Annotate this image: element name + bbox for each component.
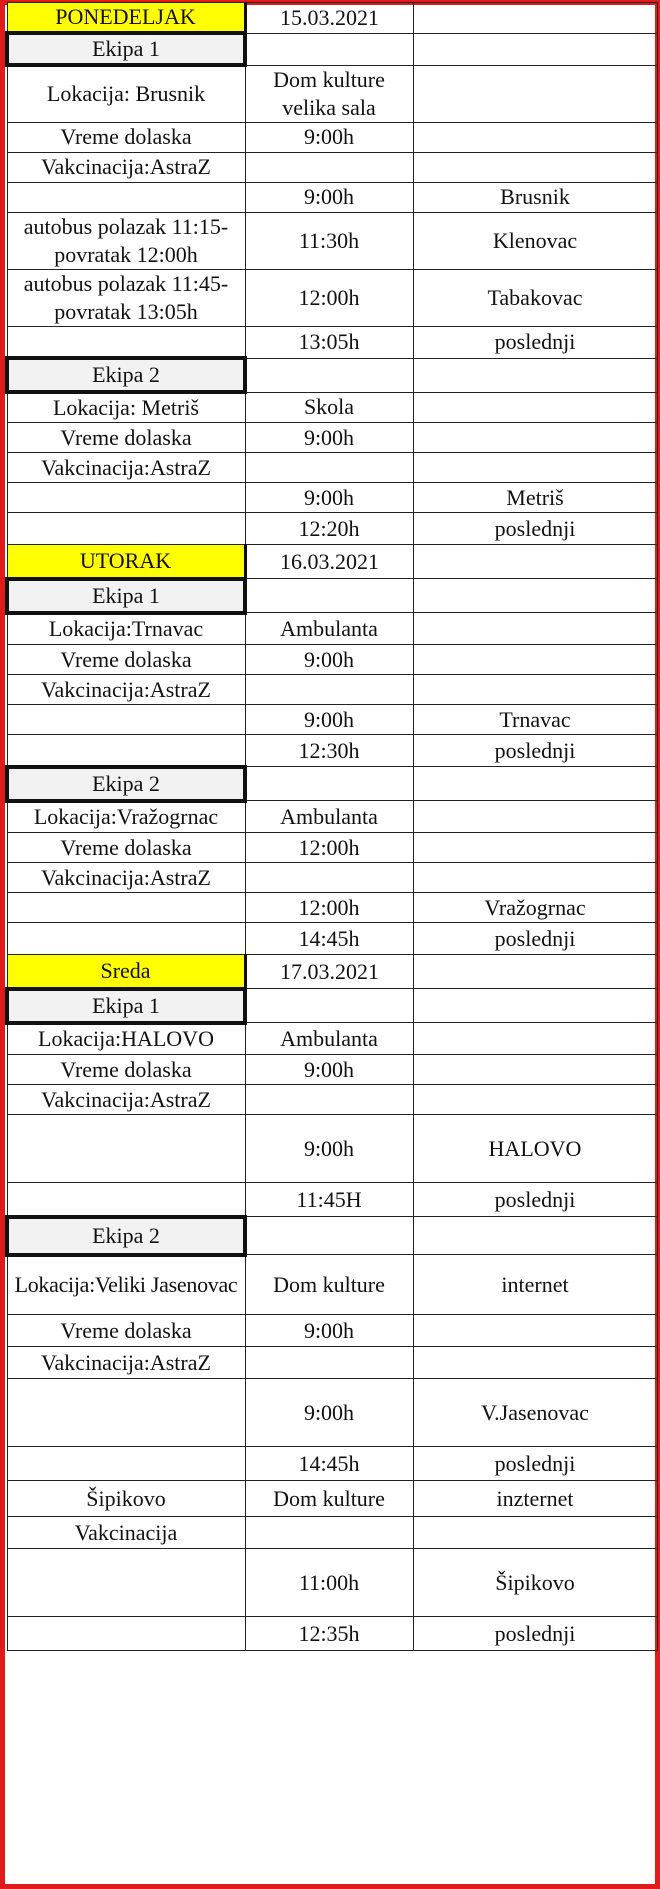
empty-cell <box>413 1217 657 1255</box>
extra-place: Dom kulture <box>245 1481 413 1517</box>
location-row <box>7 65 657 122</box>
day-label: PONEDELJAK <box>7 3 245 34</box>
schedule-time: 12:20h <box>245 513 413 545</box>
location-place: Ambulanta <box>245 1023 413 1055</box>
vaccine-label: Vakcinacija:AstraZ <box>7 152 245 182</box>
empty-cell <box>245 1517 413 1549</box>
empty-cell <box>413 423 657 453</box>
schedule-time: 11:45H <box>245 1183 413 1217</box>
team-label: Ekipa 2 <box>7 767 245 801</box>
arrival-row <box>7 645 657 675</box>
schedule-time: 11:00h <box>245 1549 413 1617</box>
location-place: Dom kulture <box>245 1255 413 1315</box>
arrival-time: 12:00h <box>245 833 413 863</box>
empty-cell <box>413 545 657 579</box>
schedule-time: 14:45h <box>245 923 413 955</box>
team-label: Ekipa 2 <box>7 1217 245 1255</box>
empty-cell <box>413 833 657 863</box>
location-note <box>413 801 657 833</box>
location-label: Lokacija:Trnavac <box>7 613 245 645</box>
team-label: Ekipa 2 <box>7 358 245 392</box>
location-label: Lokacija:Veliki Jasenovac <box>7 1255 245 1315</box>
schedule-row <box>7 1447 657 1481</box>
schedule-note <box>7 513 245 545</box>
location-place: Ambulanta <box>245 613 413 645</box>
schedule-place: Klenovac <box>413 212 657 269</box>
schedule-note <box>7 705 245 735</box>
empty-cell <box>245 358 413 392</box>
empty-cell <box>245 33 413 65</box>
schedule-row <box>7 1379 657 1447</box>
schedule-time: 12:00h <box>245 893 413 923</box>
day-label: Sreda <box>7 955 245 989</box>
schedule-row <box>7 1183 657 1217</box>
empty-cell <box>245 767 413 801</box>
extra-location: Šipikovo <box>7 1481 245 1517</box>
location-label: Lokacija: Metriš <box>7 392 245 423</box>
day-date: 16.03.2021 <box>245 545 413 579</box>
location-note: internet <box>413 1255 657 1315</box>
schedule-time: 9:00h <box>245 1115 413 1183</box>
location-note <box>413 613 657 645</box>
schedule-row <box>7 1549 657 1617</box>
team-label: Ekipa 1 <box>7 989 245 1023</box>
vaccine-row <box>7 152 657 182</box>
schedule-row <box>7 182 657 212</box>
schedule-time: 13:05h <box>245 326 413 358</box>
empty-cell <box>413 358 657 392</box>
arrival-row <box>7 1315 657 1347</box>
schedule-row <box>7 893 657 923</box>
vaccine-label: Vakcinacija:AstraZ <box>7 1347 245 1379</box>
empty-cell <box>413 1315 657 1347</box>
empty-cell <box>7 1549 245 1617</box>
location-label: Lokacija:HALOVO <box>7 1023 245 1055</box>
schedule-time: 11:30h <box>245 212 413 269</box>
schedule-time: 14:45h <box>245 1447 413 1481</box>
schedule-note <box>7 1183 245 1217</box>
arrival-label: Vreme dolaska <box>7 423 245 453</box>
team-row <box>7 358 657 392</box>
arrival-row <box>7 833 657 863</box>
arrival-label: Vreme dolaska <box>7 645 245 675</box>
extra-location-row <box>7 1481 657 1517</box>
location-label: Lokacija:Vražogrnac <box>7 801 245 833</box>
schedule-note: autobus polazak 11:15- povratak 12:00h <box>7 212 245 269</box>
empty-cell <box>413 645 657 675</box>
arrival-time: 9:00h <box>245 423 413 453</box>
team-row <box>7 989 657 1023</box>
vaccine-row <box>7 453 657 483</box>
empty-cell <box>413 863 657 893</box>
extra-vaccine-row <box>7 1517 657 1549</box>
schedule-note: autobus polazak 11:45- povratak 13:05h <box>7 269 245 326</box>
schedule-place: Metriš <box>413 483 657 513</box>
empty-cell <box>413 122 657 152</box>
empty-cell <box>245 1217 413 1255</box>
team-row <box>7 1217 657 1255</box>
schedule-place: Trnavac <box>413 705 657 735</box>
vaccine-row <box>7 1085 657 1115</box>
schedule-place: Šipikovo <box>413 1549 657 1617</box>
empty-cell <box>413 453 657 483</box>
empty-cell <box>245 989 413 1023</box>
arrival-row <box>7 122 657 152</box>
extra-note: inzternet <box>413 1481 657 1517</box>
team-row <box>7 579 657 613</box>
schedule-note <box>7 182 245 212</box>
schedule-row <box>7 923 657 955</box>
schedule-note <box>7 1447 245 1481</box>
location-row <box>7 1255 657 1315</box>
empty-cell <box>413 675 657 705</box>
arrival-label: Vreme dolaska <box>7 122 245 152</box>
schedule-time: 9:00h <box>245 483 413 513</box>
vaccine-row <box>7 1347 657 1379</box>
arrival-label: Vreme dolaska <box>7 833 245 863</box>
empty-cell <box>413 33 657 65</box>
schedule-place: V.Jasenovac <box>413 1379 657 1447</box>
team-row <box>7 33 657 65</box>
location-place: Dom kulture velika sala <box>245 65 413 122</box>
schedule-row <box>7 735 657 767</box>
arrival-label: Vreme dolaska <box>7 1055 245 1085</box>
schedule-note <box>7 483 245 513</box>
empty-cell <box>413 955 657 989</box>
schedule-place: Vražogrnac <box>413 893 657 923</box>
schedule-note <box>7 735 245 767</box>
location-row <box>7 613 657 645</box>
schedule-place: poslednji <box>413 1183 657 1217</box>
arrival-time: 9:00h <box>245 1315 413 1347</box>
extra-vaccine: Vakcinacija <box>7 1517 245 1549</box>
arrival-time: 9:00h <box>245 122 413 152</box>
schedule-time: 9:00h <box>245 1379 413 1447</box>
day-label: UTORAK <box>7 545 245 579</box>
day-row <box>7 545 657 579</box>
empty-cell <box>245 675 413 705</box>
arrival-row <box>7 423 657 453</box>
schedule-time: 9:00h <box>245 705 413 735</box>
schedule-row <box>7 326 657 358</box>
day-row <box>7 3 657 34</box>
empty-cell <box>245 453 413 483</box>
empty-cell <box>413 579 657 613</box>
schedule-place: Tabakovac <box>413 269 657 326</box>
schedule-place: poslednji <box>413 1617 657 1651</box>
vaccine-label: Vakcinacija:AstraZ <box>7 453 245 483</box>
schedule-note <box>7 1115 245 1183</box>
schedule-place: poslednji <box>413 326 657 358</box>
schedule-note <box>7 326 245 358</box>
empty-cell <box>245 1347 413 1379</box>
empty-cell <box>413 3 657 34</box>
schedule-place: poslednji <box>413 1447 657 1481</box>
team-label: Ekipa 1 <box>7 579 245 613</box>
arrival-time: 9:00h <box>245 1055 413 1085</box>
location-note <box>413 392 657 423</box>
schedule-time: 9:00h <box>245 182 413 212</box>
empty-cell <box>413 1085 657 1115</box>
location-row <box>7 801 657 833</box>
schedule-row <box>7 1617 657 1651</box>
location-note <box>413 65 657 122</box>
day-date: 15.03.2021 <box>245 3 413 34</box>
day-row <box>7 955 657 989</box>
schedule-row <box>7 483 657 513</box>
vaccine-row <box>7 863 657 893</box>
schedule-row <box>7 212 657 269</box>
vaccine-row <box>7 675 657 705</box>
empty-cell <box>413 1517 657 1549</box>
vaccine-label: Vakcinacija:AstraZ <box>7 675 245 705</box>
vaccine-label: Vakcinacija:AstraZ <box>7 863 245 893</box>
schedule-note <box>7 923 245 955</box>
schedule-table <box>5 2 658 1651</box>
schedule-row <box>7 705 657 735</box>
arrival-label: Vreme dolaska <box>7 1315 245 1347</box>
schedule-place: Brusnik <box>413 182 657 212</box>
schedule-row <box>7 1115 657 1183</box>
arrival-time: 9:00h <box>245 645 413 675</box>
empty-cell <box>413 152 657 182</box>
schedule-place: poslednji <box>413 735 657 767</box>
empty-cell <box>245 579 413 613</box>
location-label: Lokacija: Brusnik <box>7 65 245 122</box>
schedule-time: 12:35h <box>245 1617 413 1651</box>
location-place: Ambulanta <box>245 801 413 833</box>
location-row <box>7 1023 657 1055</box>
empty-cell <box>245 1085 413 1115</box>
arrival-row <box>7 1055 657 1085</box>
schedule-row <box>7 269 657 326</box>
schedule-note <box>7 1379 245 1447</box>
empty-cell <box>245 152 413 182</box>
schedule-place: poslednji <box>413 923 657 955</box>
day-date: 17.03.2021 <box>245 955 413 989</box>
location-place: Skola <box>245 392 413 423</box>
schedule-row <box>7 513 657 545</box>
empty-cell <box>413 1347 657 1379</box>
schedule-place: HALOVO <box>413 1115 657 1183</box>
schedule-note <box>7 893 245 923</box>
empty-cell <box>245 863 413 893</box>
schedule-time: 12:00h <box>245 269 413 326</box>
empty-cell <box>413 767 657 801</box>
team-label: Ekipa 1 <box>7 33 245 65</box>
schedule-time: 12:30h <box>245 735 413 767</box>
empty-cell <box>413 989 657 1023</box>
vaccine-label: Vakcinacija:AstraZ <box>7 1085 245 1115</box>
empty-cell <box>7 1617 245 1651</box>
team-row <box>7 767 657 801</box>
schedule-place: poslednji <box>413 513 657 545</box>
empty-cell <box>413 1055 657 1085</box>
location-note <box>413 1023 657 1055</box>
location-row <box>7 392 657 423</box>
